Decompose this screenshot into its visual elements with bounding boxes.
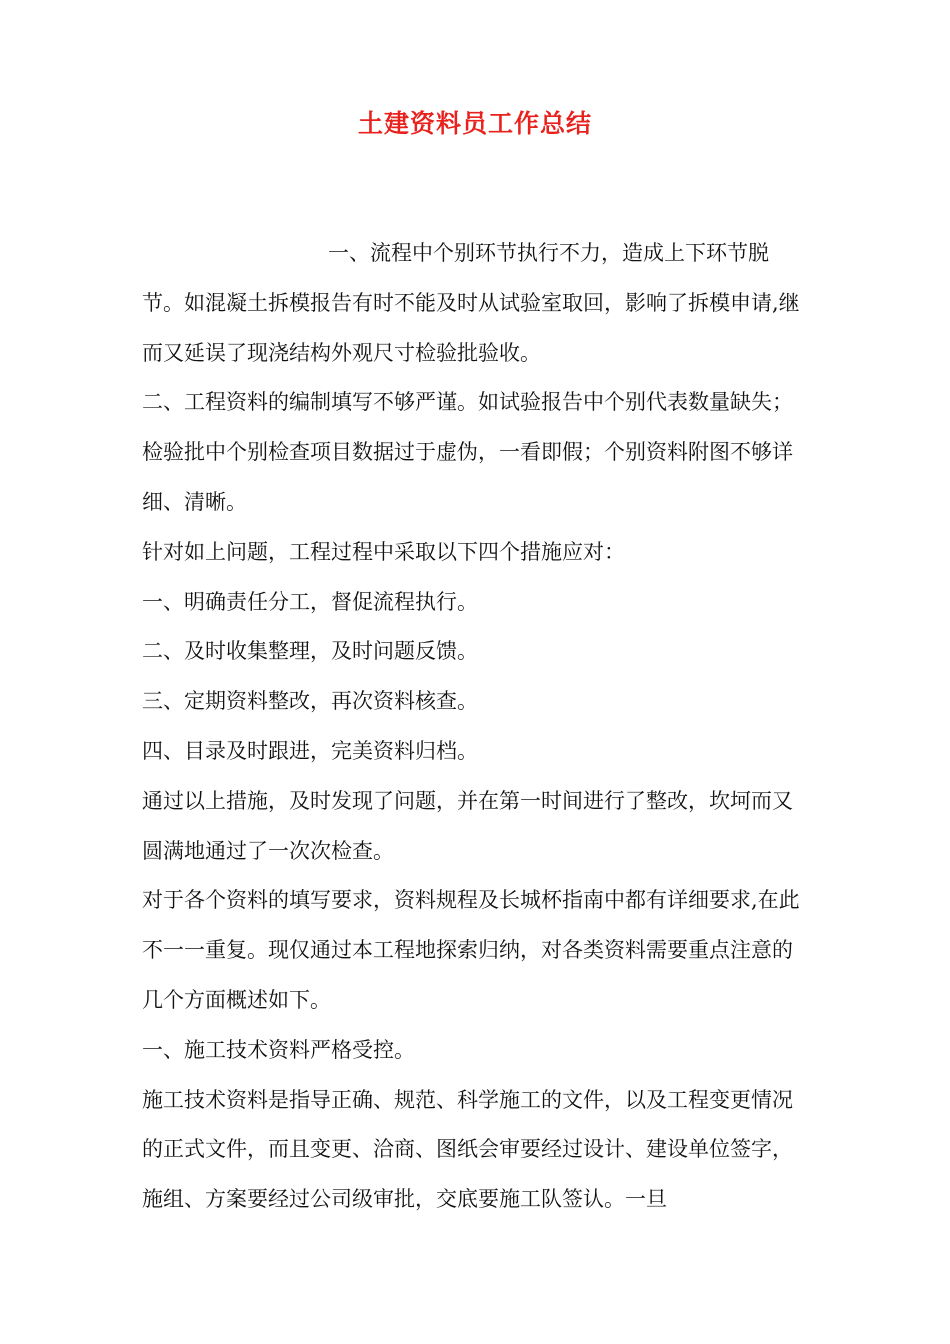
paragraph-measure-4: 四、目录及时跟进，完美资料归档。 — [142, 738, 478, 763]
paragraph-issue-2: 二、工程资料的编制填写不够严谨。如试验报告中个别代表数量缺失；检验批中个别检查项目数据过于虚伪，一看即假；个别资料附图不够详细、清晰。 — [142, 390, 793, 514]
paragraph-issue-1: 一、流程中个别环节执行不力，造成上下环节脱节。如混凝土拆模报告有时不能及时从试验室取回，影响了拆模申请,继而又延误了现浇结构外观尺寸检验批验收。 — [142, 241, 800, 365]
paragraph-measure-3: 三、定期资料整改，再次资料核查。 — [142, 689, 478, 714]
paragraph-measure-2: 二、及时收集整理，及时问题反馈。 — [142, 639, 478, 664]
paragraph-section-1-body: 施工技术资料是指导正确、规范、科学施工的文件，以及工程变更情况的正式文件，而且变更、洽商、图纸会审要经过设计、建设单位签字，施组、方案要经过公司级审批，交底要施工队签认。一旦 — [142, 1087, 793, 1212]
document-body — [142, 229, 802, 1225]
paragraph-measures-intro: 针对如上问题，工程过程中采取以下四个措施应对： — [142, 539, 625, 564]
document-title: 土建资料员工作总结 — [357, 109, 592, 138]
paragraph-section-1-heading: 一、施工技术资料严格受控。 — [142, 1037, 415, 1062]
paragraph-measure-1: 一、明确责任分工，督促流程执行。 — [142, 589, 478, 614]
paragraph-overview: 对于各个资料的填写要求，资料规程及长城杯指南中都有详细要求,在此不一一重复。现仅通过本工程地探索归纳，对各类资料需要重点注意的几个方面概述如下。 — [142, 888, 800, 1012]
paragraph-result: 通过以上措施，及时发现了问题，并在第一时间进行了整改，坎坷而又圆满地通过了一次次检查。 — [142, 788, 793, 863]
